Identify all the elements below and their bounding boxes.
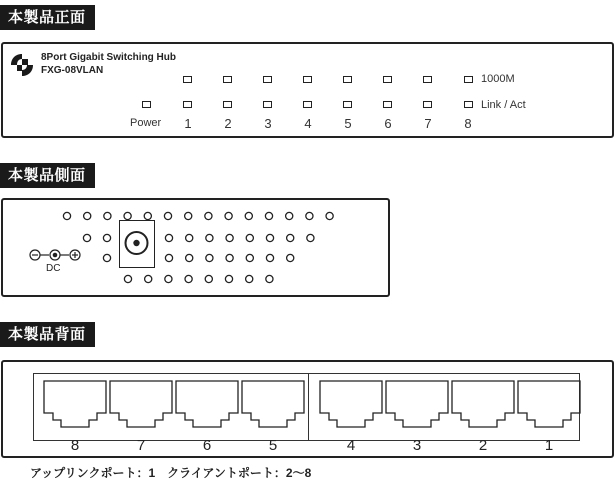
front-port-number: 3 [264,116,272,131]
vent-hole [225,212,232,219]
vent-hole [104,212,111,219]
back-port-number: 2 [478,437,488,454]
vent-hole [246,234,253,241]
port-role-note: アップリンクポート：1 クライアントポート：2〜8 [30,466,312,480]
ethernet-port-6[interactable] [175,380,239,434]
port-bay-divider [308,373,309,441]
link-led-6 [383,101,392,108]
back-section-label: 本製品背面 [0,322,95,347]
link-led-1 [183,101,192,108]
front-port-number: 6 [384,116,392,131]
ethernet-port-5[interactable] [241,380,305,434]
link-led-4 [303,101,312,108]
vent-hole [306,212,313,219]
link-label: Link / Act [481,99,526,111]
speed-label: 1000M [481,73,515,85]
front-port-number: 1 [184,116,192,131]
link-led-5 [343,101,352,108]
vent-hole [225,275,232,282]
vent-hole [145,275,152,282]
vent-hole [307,234,314,241]
vent-hole [185,275,192,282]
vent-hole [226,254,233,261]
vent-hole [144,212,151,219]
vent-hole [165,275,172,282]
vent-hole [206,234,213,241]
front-section-label: 本製品正面 [0,5,95,30]
speed-led-4 [303,76,312,83]
vent-hole [245,212,252,219]
back-port-number: 1 [544,437,554,454]
dc-label: DC [46,263,61,274]
speed-led-7 [423,76,432,83]
product-name: 8Port Gigabit Switching Hub [41,52,176,63]
speed-led-legend [464,76,473,83]
ethernet-port-4[interactable] [319,380,383,434]
side-section-label: 本製品側面 [0,163,95,188]
back-panel [1,360,614,458]
back-port-number: 6 [202,437,212,454]
dc-polarity-icon [29,248,81,262]
vent-hole [164,212,171,219]
vent-hole [185,212,192,219]
front-port-number: 2 [224,116,232,131]
link-led-legend [464,101,473,108]
link-led-7 [423,101,432,108]
ethernet-port-1[interactable] [517,380,581,434]
link-led-2 [223,101,232,108]
front-port-number: 4 [304,116,312,131]
back-port-number: 4 [346,437,356,454]
link-led-3 [263,101,272,108]
vent-hole [103,234,110,241]
power-led [142,101,151,108]
vent-hole [287,254,294,261]
vent-hole [186,254,193,261]
vent-hole [265,212,272,219]
vent-hole [266,275,273,282]
back-port-number: 5 [268,437,278,454]
front-port-number: 5 [344,116,352,131]
vent-hole [246,254,253,261]
vent-hole [83,234,90,241]
back-port-number: 7 [136,437,146,454]
vent-hole [326,212,333,219]
dc-jack-icon [120,221,153,266]
front-port-number: 8 [464,116,472,131]
vent-hole [266,254,273,261]
vent-hole [226,234,233,241]
dc-power-jack[interactable] [119,220,155,268]
power-label: Power [130,117,162,129]
vent-hole [124,275,131,282]
side-panel [1,198,390,297]
brand-logo-icon [9,52,35,78]
back-port-number: 3 [412,437,422,454]
model-number: FXG-08VLAN [41,65,104,76]
vent-hole [124,212,131,219]
speed-led-2 [223,76,232,83]
vent-hole [186,234,193,241]
vent-hole [103,254,110,261]
back-port-number: 8 [70,437,80,454]
vent-hole [63,212,70,219]
vent-hole [165,234,172,241]
ethernet-port-8[interactable] [43,380,107,434]
vent-hole [84,212,91,219]
vent-hole [205,275,212,282]
ethernet-port-3[interactable] [385,380,449,434]
vent-hole [266,234,273,241]
ethernet-port-2[interactable] [451,380,515,434]
vent-hole [205,212,212,219]
speed-led-5 [343,76,352,83]
front-port-number: 7 [424,116,432,131]
vent-hole [165,254,172,261]
speed-led-3 [263,76,272,83]
ethernet-port-7[interactable] [109,380,173,434]
vent-hole [246,275,253,282]
front-panel [1,42,614,138]
vent-hole [206,254,213,261]
speed-led-1 [183,76,192,83]
vent-hole [287,234,294,241]
speed-led-6 [383,76,392,83]
vent-hole [286,212,293,219]
